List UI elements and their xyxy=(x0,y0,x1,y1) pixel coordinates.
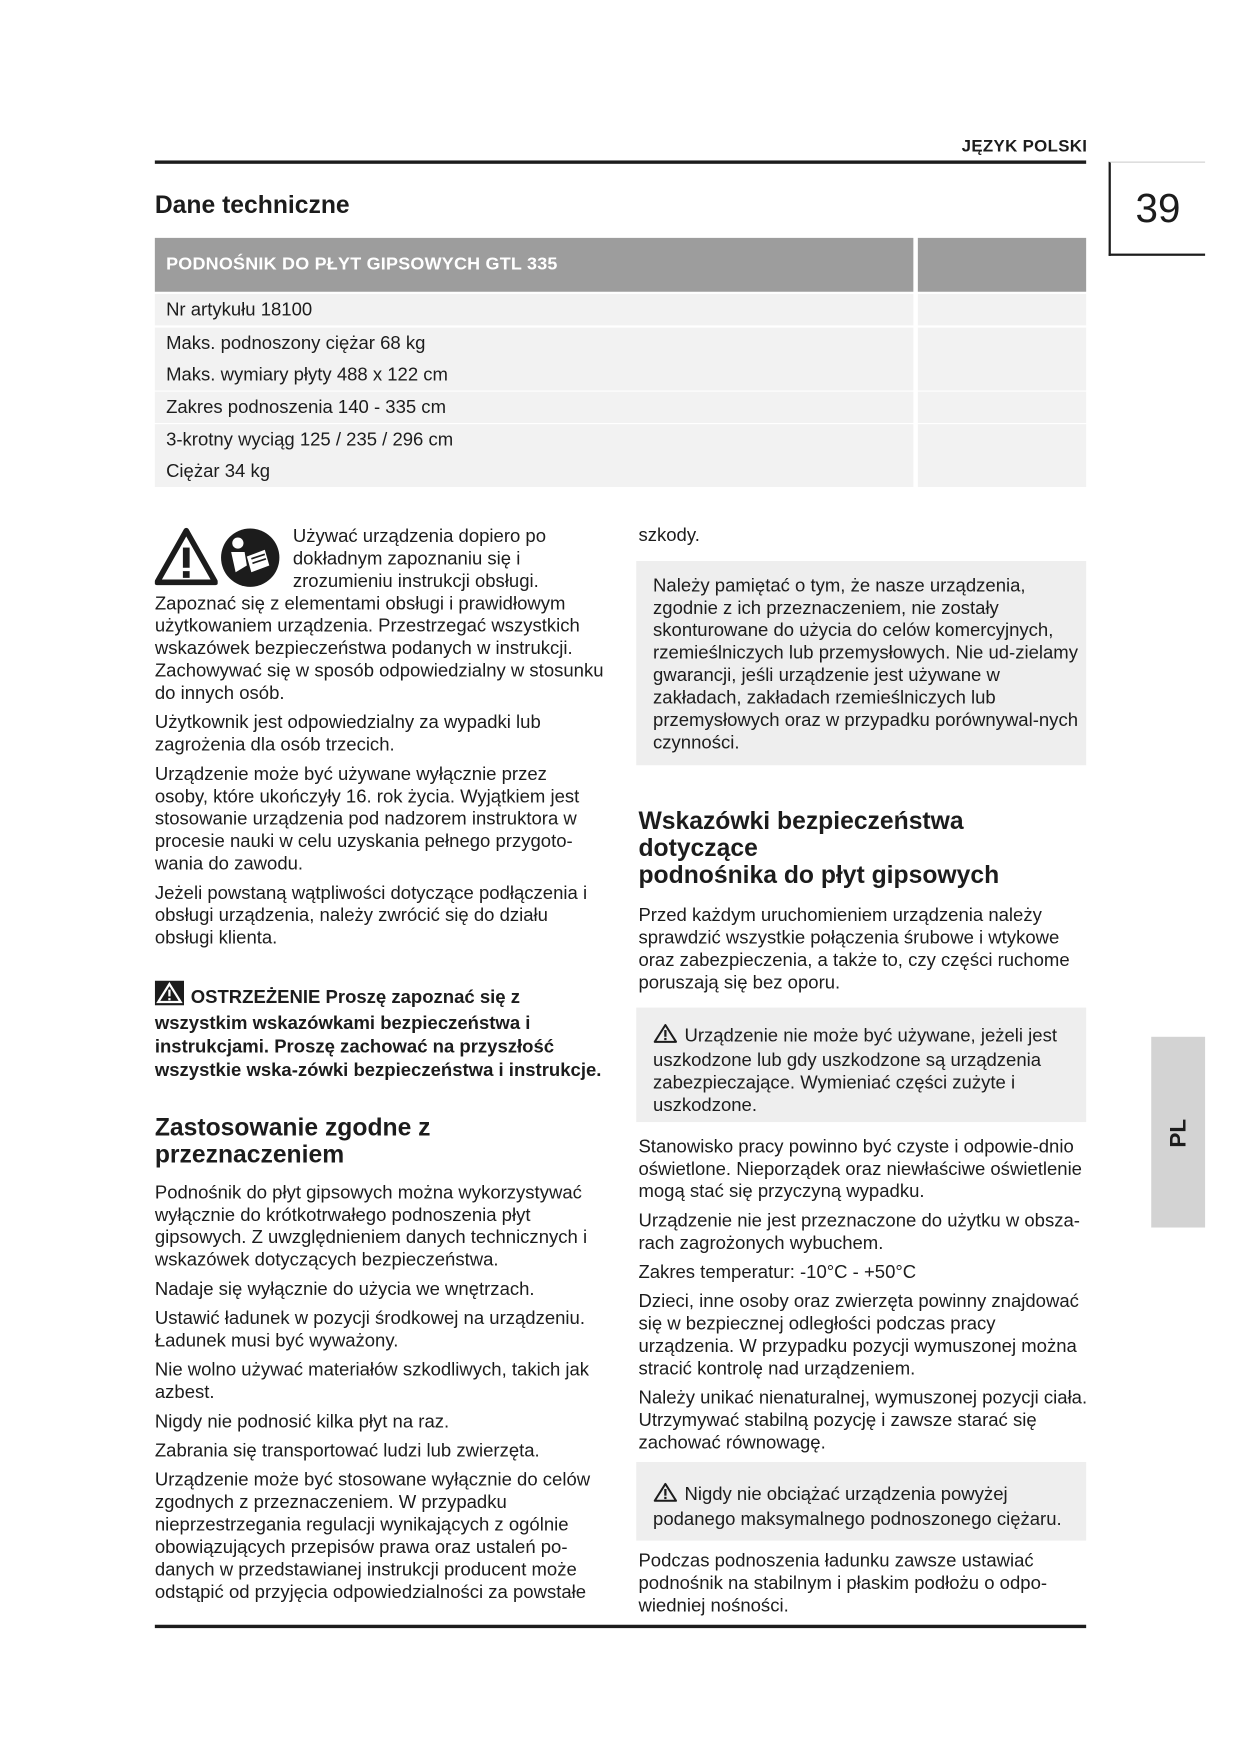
usage-body xyxy=(155,1182,604,1604)
language-label: JĘZYK POLSKI xyxy=(961,136,1088,156)
intro-continued: Zapoznać się z elementami obsługi i prawidłowym użytkowaniem urządzenia. Przestrzegać wszystkich wskazówek bezpieczeństwa podanych w instrukcji. Zachowywać się w sposób odpowiedzialny w stosunku do innych osób. xyxy=(154,593,604,704)
read-manual-icon xyxy=(220,527,281,593)
safety-intro: Przed każdym uruchomieniem urządzenia należy sprawdzić wszystkie połączenia śrubowe i wtykowe oraz zabezpieczenia, a także to, czy części ruchome poruszają się bez oporu. xyxy=(638,905,1070,994)
children-text: Dzieci, inne osoby oraz zwierzęta powinny znajdować się w bezpiecznej odległości podczas pracy urządzenia. W przypadku pozycji wymuszonej można stracić kontrolę nad urządzeniem. xyxy=(638,1291,1079,1380)
warning-icon xyxy=(653,1482,678,1508)
tech-row-blank xyxy=(918,456,1086,487)
warning-text: Proszę zapoznać się z wszystkim wskazówkami bezpieczeństwa i instrukcjami. Proszę zachować na przyszłość wszystkie wska-zówki bezpieczeństwa i instrukcje. xyxy=(154,987,602,1081)
page-number: 39 xyxy=(1135,185,1181,232)
usage-paragraph: Nie wolno używać materiałów szkodliwych, takich jak azbest. xyxy=(154,1359,590,1403)
safety-title-line: dotyczące xyxy=(638,833,758,862)
temperature-text: Zakres temperatur: -10°C - +50°C xyxy=(638,1262,917,1283)
ground-text: Podczas podnoszenia ładunku zawsze ustawiać podnośnik na stabilnym i płaskim podłożu o odpo-wiedniej nośności. xyxy=(638,1550,1048,1616)
usage-paragraph: Urządzenie może być stosowane wyłącznie do celów zgodnych z przeznaczeniem. W przypadku nieprzestrzegania regulacji wynikających z ogólnie obowiązujących przepisów prawa oraz ustaleń po-danych w przedstawianej instrukcji producent może odstąpić od przyjęcia odpowiedzialności za powstałe xyxy=(154,1469,591,1603)
tech-row: Maks. wymiary płyty 488 x 122 cm xyxy=(155,359,914,390)
intro-text xyxy=(293,525,607,592)
commercial-note-text: Należy pamiętać o tym, że nasze urządzenia, zgodnie z ich przeznaczeniem, nie zostały skonturowane do użycia do celów komercyjnych, rzemieślniczych lub przemysłowych. Nie ud-zielamy gwarancji, jeśli urządzenie jest używane w zakładach, zakładach rzemieślniczych lub przemysłowych oraz w przypadku porównywal-nych czynności. xyxy=(653,575,1079,753)
tech-row-blank xyxy=(918,359,1086,390)
warning-label: OSTRZEŻENIE xyxy=(190,987,321,1008)
posture-text: Należy unikać nienaturalnej, wymuszonej pozycji ciała. Utrzymywać stabilną pozycję i zawsze starać się zachować równowagę. xyxy=(638,1387,1088,1454)
usage-title: Zastosowanie zgodne z przeznaczeniem xyxy=(154,1113,431,1169)
age-restriction-text: Urządzenie może być używane wyłącznie przez osoby, które ukończyły 16. rok życia. Wyjątkiem jest stosowanie urządzenia pod nadzorem instruktora w procesie nauki w celu uzyskania pełnego przygoto-wania do zawodu. xyxy=(154,764,580,875)
intro-line: Używać urządzenia dopiero po xyxy=(292,526,547,547)
intro-line: zrozumieniu instrukcji obsługi. xyxy=(292,571,539,592)
footer-rule xyxy=(155,1625,1086,1628)
language-side-tab-label xyxy=(1151,1111,1205,1156)
customer-service-text: Jeżeli powstaną wątpliwości dotyczące podłączenia i obsługi urządzenia, należy zwrócić się do działu obsługi klienta. xyxy=(154,883,588,949)
tech-table-header: PODNOŚNIK DO PŁYT GIPSOWYCH GTL 335 xyxy=(155,238,914,292)
tech-row-blank xyxy=(918,424,1086,455)
tech-row: Maks. podnoszony ciężar 68 kg xyxy=(155,328,914,359)
explosion-text: Urządzenie nie jest przeznaczone do użytku w obsza-rach zagrożonych wybuchem. xyxy=(638,1210,1080,1254)
tech-row-blank xyxy=(918,328,1086,359)
left-body-top xyxy=(155,592,604,956)
tech-row-blank xyxy=(918,294,1086,325)
usage-paragraph: Ustawić ładunek w pozycji środkowej na urządzeniu. Ładunek musi być wyważony. xyxy=(154,1308,585,1351)
damage-warning xyxy=(653,1023,1079,1116)
tech-row: Ciężar 34 kg xyxy=(155,456,914,487)
warning-icon xyxy=(155,981,184,1012)
responsibility-text: Użytkownik jest odpowiedzialny za wypadki lub zagrożenia dla osób trzecich. xyxy=(154,712,541,756)
warning-block xyxy=(155,981,611,1083)
warning-icon xyxy=(653,1023,678,1049)
side-tab-text: PL xyxy=(1165,1118,1191,1148)
warning-triangle-icon xyxy=(155,527,218,591)
tech-row: Zakres podnoszenia 140 - 335 cm xyxy=(155,392,914,423)
safety-title xyxy=(638,808,1087,889)
tech-row: Nr artykułu 18100 xyxy=(155,294,914,325)
intro-line: dokładnym zapoznaniu się i xyxy=(292,548,521,569)
damage-warning-text: Urządzenie nie może być używane, jeżeli jest uszkodzone lub gdy uszkodzone są urządzenia zabezpieczające. Wymieniać części zużyte i uszkodzone. xyxy=(653,1025,1057,1116)
usage-paragraph: Zabrania się transportować ludzi lub zwierzęta. xyxy=(154,1440,540,1461)
right-body-middle xyxy=(638,1136,1087,1455)
tech-row-blank xyxy=(918,392,1086,423)
usage-paragraph: Nadaje się wyłącznie do użycia we wnętrzach. xyxy=(154,1279,535,1300)
usage-paragraph: Podnośnik do płyt gipsowych można wykorzystywać wyłącznie do krótkotrwałego podnoszenia płyt gipsowych. Z uwzględnieniem danych technicznych i wskazówek dotyczących bezpieczeństwa. xyxy=(154,1182,588,1271)
safety-title-line: Wskazówki bezpieczeństwa xyxy=(638,806,964,835)
header-rule xyxy=(155,160,1086,163)
tech-data-title: Dane techniczne xyxy=(154,190,350,219)
overload-warning xyxy=(653,1482,1079,1530)
workplace-text: Stanowisko pracy powinno być czyste i odpowie-dnio oświetlone. Nieporządek oraz niewłaściwe oświetlenie mogą stać się przyczyną wypadku. xyxy=(638,1136,1082,1202)
tech-table-header-blank xyxy=(918,238,1086,292)
safety-title-line: podnośnika do płyt gipsowych xyxy=(638,860,1000,889)
continued-text: szkody. xyxy=(638,525,700,546)
tech-row: 3-krotny wyciąg 125 / 235 / 296 cm xyxy=(155,424,914,455)
usage-paragraph: Nigdy nie podnosić kilka płyt na raz. xyxy=(154,1411,450,1432)
overload-warning-text: Nigdy nie obciążać urządzenia powyżej podanego maksymalnego podnoszonego ciężaru. xyxy=(653,1484,1062,1530)
